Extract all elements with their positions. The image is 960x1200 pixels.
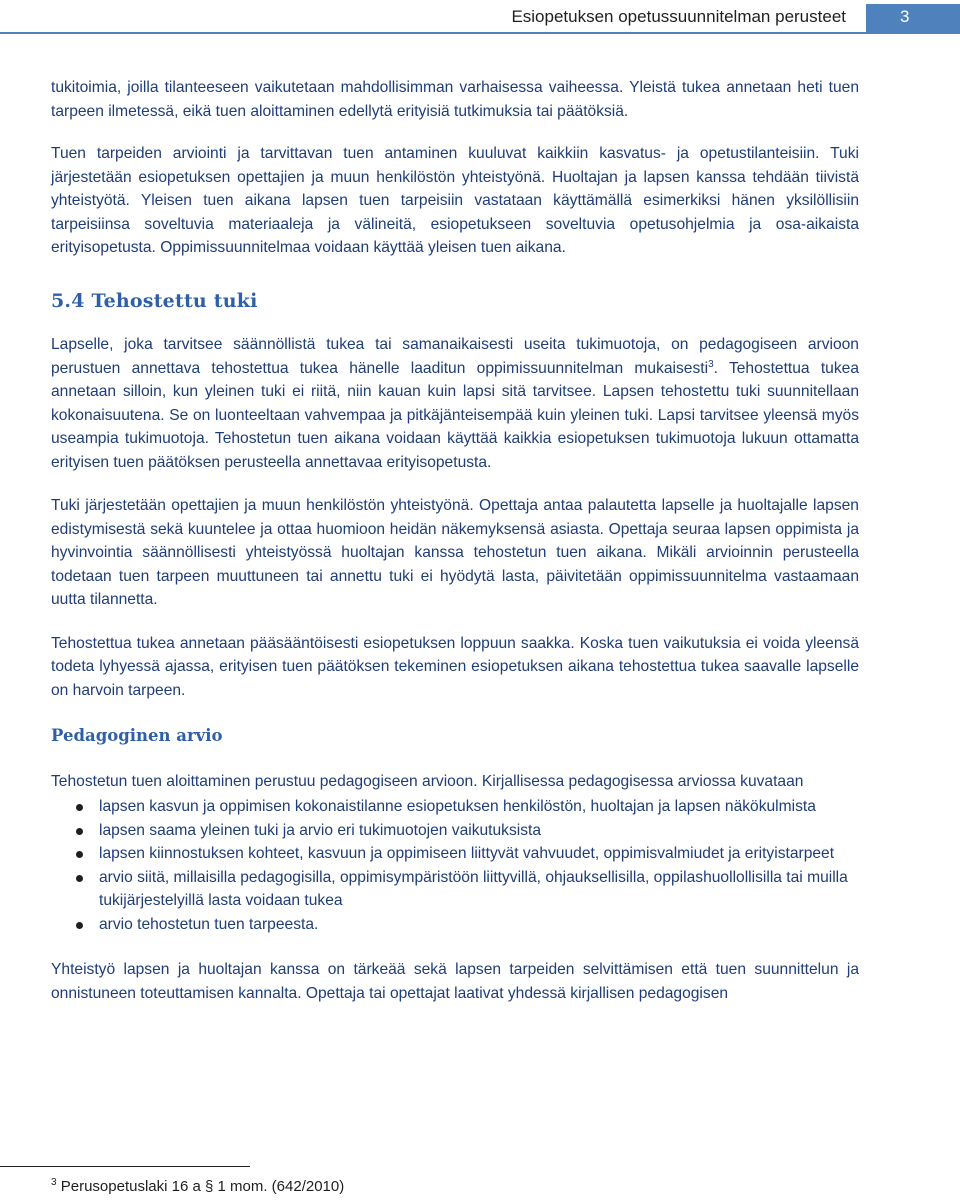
- list-item-text: lapsen saama yleinen tuki ja arvio eri tukimuotojen vaikutuksista: [99, 821, 542, 839]
- list-item: [51, 866, 859, 913]
- list-item: [51, 842, 859, 866]
- subsection-heading: Pedagoginen arvio: [51, 726, 223, 745]
- bullet-icon: [76, 875, 83, 882]
- list-item-text: arvio tehostetun tuen tarpeesta.: [99, 915, 319, 933]
- footnote-text: Perusopetuslaki 16 a § 1 mom. (642/2010): [56, 1178, 345, 1195]
- paragraph-5: Tehostettua tukea annetaan pääsääntöisesti esiopetuksen loppuun saakka. Koska tuen vaikutuksia ei voida yleensä todeta lyhyessä ajassa, erityisen tuen päätöksen tekeminen esiopetuksen aikana tehostettua tukea saavalle lapselle on harvoin tarpeen.: [51, 634, 859, 699]
- paragraph-3: [51, 333, 859, 474]
- list-item-text: lapsen kiinnostuksen kohteet, kasvuun ja oppimiseen liittyvät vahvuudet, oppimisvalmiudet ja erityistarpeet: [99, 845, 835, 862]
- bullet-icon: [76, 828, 83, 835]
- document-body: [51, 76, 859, 1025]
- paragraph-2: Tuen tarpeiden arviointi ja tarvittavan tuen antaminen kuuluvat kaikkiin kasvatus- ja opetustilanteisiin. Tuki järjestetään esiopetuksen opettajien ja muun henkilöstön yhteistyönä. Huoltajan ja lapsen kanssa tehdään tiivistä yhteistyötä. Yleisen tuen aikana lapsen tuen tarpeisiin vastataan käyttämällä esimerkiksi hänen yksilöllisiin tarpeisiinsa soveltuvia materiaaleja ja välineitä, esiopetukseen soveltuvia opetusohjelmia ja osa-aikaista erityisopetusta. Oppimissuunnitelmaa voidaan käyttää yleisen tuen aikana.: [51, 145, 859, 256]
- page-header: [0, 0, 960, 34]
- paragraph-6: Tehostetun tuen aloittaminen perustuu pedagogiseen arvioon. Kirjallisessa pedagogisessa arviossa kuvataan: [51, 772, 804, 790]
- list-item: [51, 819, 859, 843]
- list-item-text: arvio siitä, millaisilla pedagogisilla, oppimisympäristöön liittyvillä, ohjauksellisilla, oppilashuollollisilla tai muilla tukijärjestelyillä lasta voidaan tukea: [99, 868, 848, 909]
- footnote: [51, 1178, 344, 1195]
- bullet-list: [51, 795, 859, 936]
- paragraph-3-part-2: . Tehostettua tukea annetaan silloin, kun yleinen tuki ei riitä, niin kauan kuin lapsi sitä tarvitsee. Lapsen tehostettu tuki suunnitellaan kokonaisuutena. Se on luonteeltaan vahvempaa ja pitkäjänteisempää kuin yleinen tuki. Lapsi tarvitsee yleensä myös useampia tukimuotoja. Tehostetun tuen aikana voidaan käyttää kaikkia esiopetuksen tukimuotoja lukuun ottamatta erityisen tuen päätöksen perusteella annettavaa erityisopetusta.: [51, 359, 859, 471]
- paragraph-1: tukitoimia, joilla tilanteeseen vaikutetaan mahdollisimman varhaisessa vaiheessa. Yleistä tukea annetaan heti tuen tarpeen ilmetessä, eikä tuen aloittaminen edellytä erityisiä tutkimuksia tai päätöksiä.: [51, 79, 859, 120]
- paragraph-3-part-1: Lapselle, joka tarvitsee säännöllistä tukea tai samanaikaisesti useita tukimuotoja, on pedagogiseen arvioon perustuen annettava tehostettua tukea hänelle laaditun oppimissuunnitelman mukaisesti: [51, 336, 859, 377]
- list-item: [51, 913, 859, 937]
- footnote-separator: [0, 1166, 250, 1167]
- section-heading: 5.4 Tehostettu tuki: [51, 289, 258, 312]
- bullet-icon: [76, 922, 83, 929]
- footnote-reference[interactable]: 3: [708, 358, 714, 370]
- list-item-text: lapsen kasvun ja oppimisen kokonaistilanne esiopetuksen henkilöstön, huoltajan ja lapsen näkökulmista: [99, 798, 816, 815]
- bullet-icon: [76, 804, 83, 811]
- bullet-icon: [76, 851, 83, 858]
- list-item: [51, 795, 859, 819]
- page-number: 3: [866, 4, 960, 32]
- footnote-number: 3: [51, 1177, 57, 1188]
- paragraph-7: Yhteistyö lapsen ja huoltajan kanssa on tärkeää sekä lapsen tarpeiden selvittämisen että tuen suunnittelun ja onnistuneen toteuttamisen kannalta. Opettaja tai opettajat laativat yhdessä kirjallisen pedagogisen: [51, 961, 859, 1002]
- header-rule: [0, 32, 960, 34]
- running-title: Esiopetuksen opetussuunnitelman perusteet: [511, 7, 846, 26]
- paragraph-4: Tuki järjestetään opettajien ja muun henkilöstön yhteistyönä. Opettaja antaa palautetta lapselle ja huoltajalle lapsen edistymisestä sekä kuuntelee ja ottaa huomioon heidän näkemyksensä asiasta. Opettaja seuraa lapsen oppimista ja hyvinvointia säännöllisesti yhteistyössä huoltajan kanssa tehostetun tuen aikana. Mikäli arvioinnin perusteella todetaan tuen tarpeen muuttuneen tai annettu tuki ei hyödytä lasta, päivitetään oppimissuunnitelma vastaamaan uutta tilannetta.: [51, 497, 859, 608]
